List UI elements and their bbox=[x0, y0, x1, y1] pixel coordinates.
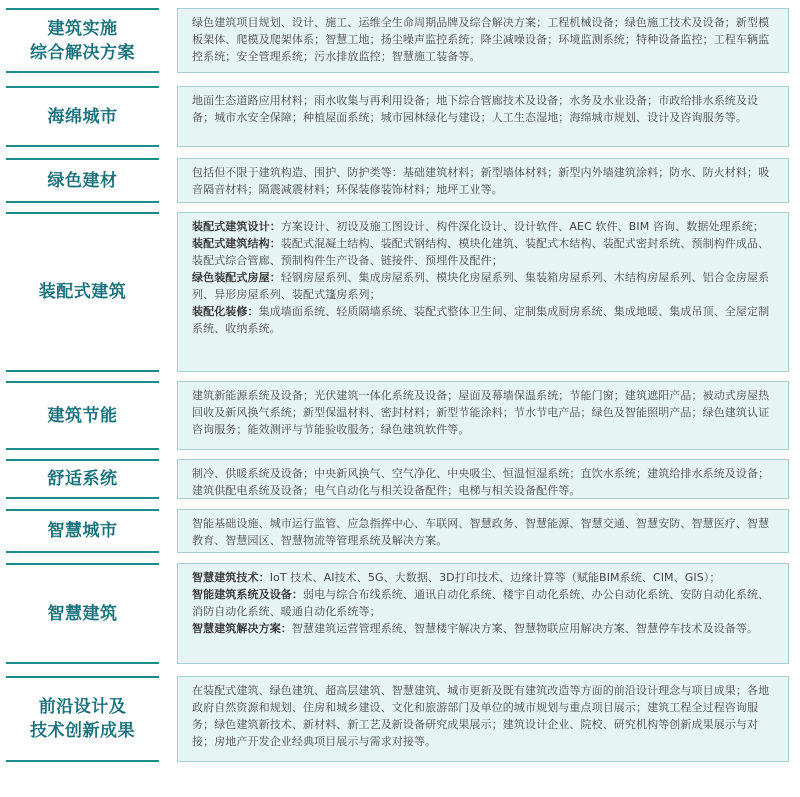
section-heading bbox=[6, 459, 159, 499]
section-description bbox=[177, 676, 789, 762]
section-description bbox=[177, 212, 789, 372]
description-text: 在装配式建筑、绿色建筑、超高层建筑、智慧建筑、城市更新及既有建筑改造等方面的前沿设计理念与项目成果；各地政府自然资源和规划、住房和城乡建设、文化和旅游部门及单位的城市规划与重点项目展示；建筑工程全过程咨询服务；绿色建筑新技术、新材料、新工艺及新设备研究成果展示；建筑设计企业、院校、研究机构等创新成果展示与对接；房地产开发企业经典项目展示与需求对接等。 bbox=[192, 684, 770, 748]
section-description bbox=[177, 459, 789, 499]
section-row bbox=[0, 676, 800, 762]
section-title: 绿色建材 bbox=[47, 170, 118, 191]
description-text: 包括但不限于建筑构造、围护、防护类等：基础建筑材料；新型墙体材料；新型内外墙建筑涂料；防水、防火材料；吸音隔音材料；隔震减震材料；环保装修装饰材料；地坪工业等。 bbox=[192, 166, 770, 196]
description-text: 绿色建筑项目规划、设计、施工、运维全生命周期品牌及综合解决方案；工程机械设备；绿色施工技术及设备；新型模板架体、爬模及爬架体系；智慧工地；扬尘噪声监控系统；降尘减噪设备；环境监测系统；特种设备监控；工程车辆监控系统；安全管理系统；污水排放监控；智慧施工装备等。 bbox=[192, 16, 770, 63]
section-heading bbox=[6, 676, 159, 762]
description-paragraph bbox=[192, 620, 776, 637]
description-paragraph bbox=[192, 14, 776, 65]
section-row bbox=[0, 86, 800, 147]
description-text: 地面生态道路应用材料；雨水收集与再利用设备；地下综合管廊技术及设备；水务及水业设备；市政给排水系统及设备；城市水安全保障；种植屋面系统；城市园林绿化与建设；人工生态湿地；海绵城市规划、设计及咨询服务等。 bbox=[192, 94, 759, 124]
section-title: 建筑节能 bbox=[47, 405, 118, 426]
section-title: 建筑实施 综合解决方案 bbox=[30, 18, 135, 63]
description-paragraph bbox=[192, 218, 776, 235]
subcategory-heading: 智慧建筑解决方案： bbox=[192, 622, 292, 635]
subcategory-heading: 装配式建筑设计： bbox=[192, 220, 281, 233]
section-title: 智慧城市 bbox=[47, 521, 118, 541]
section-heading bbox=[6, 86, 159, 147]
section-description bbox=[177, 8, 789, 73]
section-description bbox=[177, 86, 789, 147]
section-title: 智慧建筑 bbox=[47, 603, 118, 624]
description-text: 制冷、供暖系统及设备；中央新风换气、空气净化、中央吸尘、恒温恒湿系统；直饮水系统；建筑给排水系统及设备；建筑供配电系统及设备；电气自动化与相关设备配件；电梯与相关设备配件等。 bbox=[192, 467, 770, 497]
description-text: 轻钢房屋系列、集成房屋系列、模块化房屋系列、集装箱房屋系列、木结构房屋系列、铝合金房屋系列、异形房屋系列、装配式篷房系列； bbox=[192, 271, 770, 301]
description-text: 集成墙面系统、轻质隔墙系统、装配式整体卫生间、定制集成厨房系统、集成地暖、集成吊顶、全屋定制系统、收纳系统。 bbox=[192, 305, 770, 335]
description-text: 智慧建筑运营管理系统、智慧楼宇解决方案、智慧物联应用解决方案、智慧停车技术及设备等。 bbox=[291, 622, 759, 635]
description-text: IoT 技术、AI技术、5G、大数据、3D打印技术、边缘计算等（赋能BIM系统、CIM、GIS）； bbox=[269, 571, 721, 584]
description-text: 弱电与综合布线系统、通讯自动化系统、楼宇自动化系统、办公自动化系统、安防自动化系统、消防自动化系统、暖通自动化系统等； bbox=[192, 588, 770, 618]
description-paragraph bbox=[192, 92, 776, 126]
description-paragraph bbox=[192, 269, 776, 303]
subcategory-heading: 绿色装配式房屋： bbox=[192, 271, 281, 284]
section-title: 海绵城市 bbox=[47, 106, 118, 127]
section-row bbox=[0, 8, 800, 73]
description-paragraph bbox=[192, 569, 776, 586]
section-row bbox=[0, 381, 800, 450]
description-paragraph bbox=[192, 465, 776, 499]
section-description bbox=[177, 509, 789, 553]
subcategory-heading: 智慧建筑技术： bbox=[192, 571, 270, 584]
section-row bbox=[0, 459, 800, 499]
description-text: 智能基础设施、城市运行监管、应急指挥中心、车联网、智慧政务、智慧能源、智慧交通、智慧安防、智慧医疗、智慧教育、智慧园区、智慧物流等管理系统及解决方案。 bbox=[192, 517, 770, 547]
description-paragraph bbox=[192, 682, 776, 750]
description-paragraph bbox=[192, 515, 776, 549]
section-heading bbox=[6, 509, 159, 553]
section-description bbox=[177, 381, 789, 450]
description-text: 装配式混凝土结构、装配式钢结构、模块化建筑、装配式木结构、装配式密封系统、预制构件成品、装配式综合管廊、预制构件生产设备、链接件、预埋件及配件； bbox=[192, 237, 770, 267]
description-paragraph bbox=[192, 164, 776, 198]
description-paragraph bbox=[192, 235, 776, 269]
description-text: 方案设计、初设及施工图设计、构件深化设计、设计软件、AEC 软件、BIM 咨询、数据处理系统； bbox=[280, 220, 764, 233]
section-description bbox=[177, 563, 789, 664]
section-row bbox=[0, 212, 800, 372]
section-description bbox=[177, 158, 789, 203]
section-heading bbox=[6, 381, 159, 450]
description-paragraph bbox=[192, 586, 776, 620]
subcategory-heading: 装配式建筑结构： bbox=[192, 237, 281, 250]
description-text: 建筑新能源系统及设备；光伏建筑一体化系统及设备；屋面及幕墙保温系统；节能门窗；建筑遮阳产品；被动式房屋热回收及新风换气系统；新型保温材料、密封材料；新型节能涂料；节水节电产品；绿色及智能照明产品；绿色建筑认证咨询服务；能效测评与节能验收服务；绿色建筑软件等。 bbox=[192, 389, 770, 436]
description-paragraph bbox=[192, 387, 776, 438]
section-row bbox=[0, 158, 800, 203]
description-paragraph bbox=[192, 303, 776, 337]
section-title: 装配式建筑 bbox=[38, 282, 127, 302]
subcategory-heading: 智能建筑系统及设备： bbox=[192, 588, 303, 601]
section-title: 前沿设计及 技术创新成果 bbox=[30, 697, 135, 741]
section-heading bbox=[6, 8, 159, 73]
subcategory-heading: 装配化装修： bbox=[192, 305, 259, 318]
section-heading bbox=[6, 563, 159, 664]
section-row bbox=[0, 563, 800, 664]
section-heading bbox=[6, 212, 159, 372]
section-heading bbox=[6, 158, 159, 203]
section-row bbox=[0, 509, 800, 553]
section-title: 舒适系统 bbox=[47, 469, 118, 489]
